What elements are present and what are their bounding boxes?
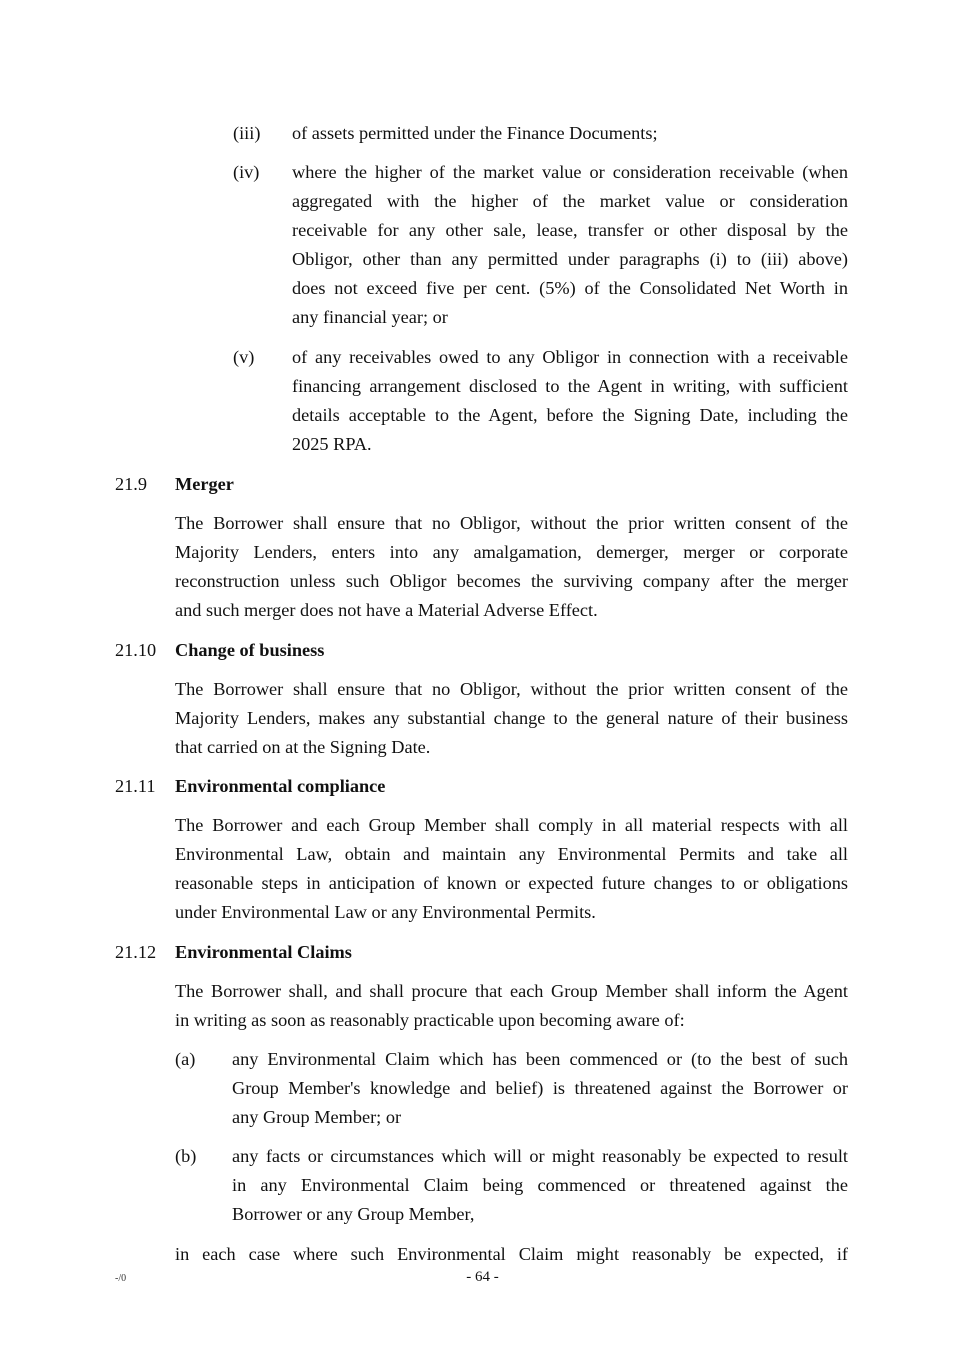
item-label-b: (b) bbox=[175, 1146, 197, 1166]
item-label-a: (a) bbox=[175, 1049, 196, 1069]
merger-line-4: and such merger does not have a Material Adverse Effect. bbox=[175, 600, 598, 620]
section-number-21-11: 21.11 bbox=[115, 776, 156, 796]
env-claims-line-2: in writing as soon as reasonably practicable upon becoming aware of: bbox=[175, 1010, 685, 1030]
item-iv-line-3: receivable for any other sale, lease, transfer or other disposal by the bbox=[292, 220, 848, 240]
item-label-v: (v) bbox=[233, 347, 255, 367]
item-label-iii: (iii) bbox=[233, 123, 261, 143]
item-b-line-2: in any Environmental Claim being commenced or threatened against the bbox=[232, 1175, 848, 1195]
section-number-21-12: 21.12 bbox=[115, 942, 157, 962]
section-title-change-of-business: Change of business bbox=[175, 640, 325, 660]
item-b-line-1: any facts or circumstances which will or might reasonably be expected to result bbox=[232, 1146, 848, 1166]
item-a-line-2: Group Member's knowledge and belief) is threatened against the Borrower or bbox=[232, 1078, 848, 1098]
footer-reference: -/0 bbox=[115, 1273, 127, 1284]
item-iv-line-2: aggregated with the higher of the market value or consideration bbox=[292, 191, 848, 211]
item-v-line-1: of any receivables owed to any Obligor in connection with a receivable bbox=[292, 347, 848, 367]
section-number-21-9: 21.9 bbox=[115, 474, 147, 494]
item-iv-line-4: Obligor, other than any permitted under paragraphs (i) to (iii) above) bbox=[292, 249, 848, 269]
section-title-environmental-claims: Environmental Claims bbox=[175, 942, 352, 962]
item-iv-line-1: where the higher of the market value or consideration receivable (when bbox=[292, 162, 848, 182]
change-business-line-3: that carried on at the Signing Date. bbox=[175, 737, 431, 757]
item-v-line-2: financing arrangement disclosed to the Agent in writing, with sufficient bbox=[292, 376, 848, 396]
item-v-line-3: details acceptable to the Agent, before the Signing Date, including the bbox=[292, 405, 848, 425]
page-number: - 64 - bbox=[466, 1269, 499, 1285]
section-number-21-10: 21.10 bbox=[115, 640, 157, 660]
change-business-line-1: The Borrower shall ensure that no Obligor, without the prior written consent of the bbox=[175, 679, 848, 699]
item-a-line-1: any Environmental Claim which has been commenced or (to the best of such bbox=[232, 1049, 848, 1069]
merger-line-3: reconstruction unless such Obligor becomes the surviving company after the merger bbox=[175, 571, 848, 591]
env-compliance-line-2: Environmental Law, obtain and maintain any Environmental Permits and take all bbox=[175, 844, 848, 864]
env-claims-trailing-line: in each case where such Environmental Claim might reasonably be expected, if bbox=[175, 1244, 848, 1264]
change-business-line-2: Majority Lenders, makes any substantial change to the general nature of their business bbox=[175, 708, 848, 728]
section-title-merger: Merger bbox=[175, 474, 234, 494]
item-a-line-3: any Group Member; or bbox=[232, 1107, 402, 1127]
env-compliance-line-4: under Environmental Law or any Environmental Permits. bbox=[175, 902, 596, 922]
item-iii-line-1: of assets permitted under the Finance Documents; bbox=[292, 123, 658, 143]
item-v-line-4: 2025 RPA. bbox=[292, 434, 372, 454]
section-title-environmental-compliance: Environmental compliance bbox=[175, 776, 386, 796]
env-claims-line-1: The Borrower shall, and shall procure that each Group Member shall inform the Agent bbox=[175, 981, 848, 1001]
item-iv-line-6: any financial year; or bbox=[292, 307, 448, 327]
env-compliance-line-1: The Borrower and each Group Member shall comply in all material respects with all bbox=[175, 815, 848, 835]
item-iv-line-5: does not exceed five per cent. (5%) of the Consolidated Net Worth in bbox=[292, 278, 848, 298]
item-label-iv: (iv) bbox=[233, 162, 260, 182]
item-b-line-3: Borrower or any Group Member, bbox=[232, 1204, 475, 1224]
env-compliance-line-3: reasonable steps in anticipation of known or expected future changes to or obligations bbox=[175, 873, 848, 893]
merger-line-2: Majority Lenders, enters into any amalgamation, demerger, merger or corporate bbox=[175, 542, 848, 562]
merger-line-1: The Borrower shall ensure that no Obligor, without the prior written consent of the bbox=[175, 513, 848, 533]
